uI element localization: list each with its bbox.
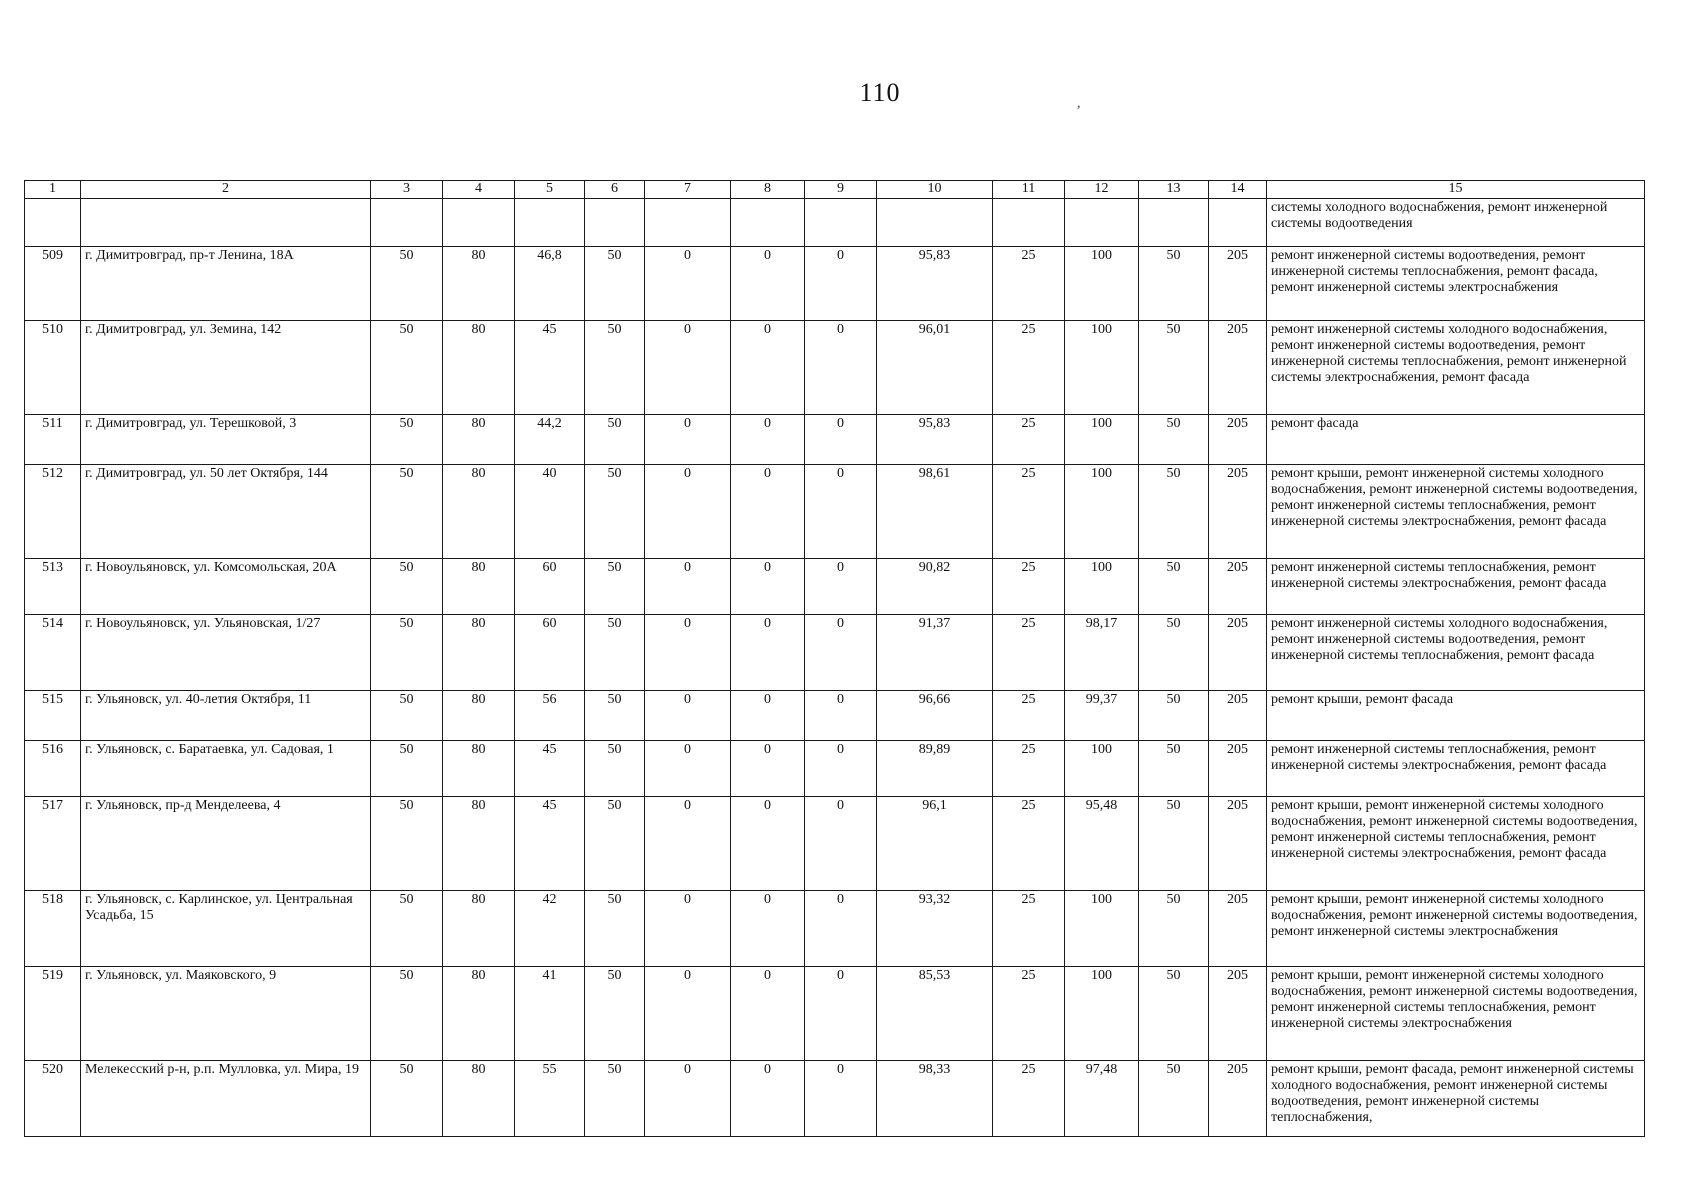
table-row — [25, 797, 1645, 891]
col-13-cell: 50 — [1139, 415, 1209, 465]
column-header-13: 13 — [1139, 181, 1209, 199]
col-14-cell: 205 — [1209, 891, 1267, 967]
empty-cell — [585, 199, 645, 247]
col-4-cell: 80 — [443, 615, 515, 691]
col-14-cell: 205 — [1209, 741, 1267, 797]
row-number-cell: 511 — [25, 415, 81, 465]
col-14-cell: 205 — [1209, 1061, 1267, 1137]
col-4-cell: 80 — [443, 691, 515, 741]
col-14-cell: 205 — [1209, 247, 1267, 321]
col-7-cell: 0 — [645, 1061, 731, 1137]
col-7-cell: 0 — [645, 465, 731, 559]
row-number-cell: 518 — [25, 891, 81, 967]
col-7-cell: 0 — [645, 797, 731, 891]
col-11-cell: 25 — [993, 891, 1065, 967]
col-6-cell: 50 — [585, 615, 645, 691]
col-4-cell: 80 — [443, 465, 515, 559]
table-row — [25, 1061, 1645, 1137]
address-cell: г. Ульяновск, ул. Маяковского, 9 — [81, 967, 371, 1061]
column-header-14: 14 — [1209, 181, 1267, 199]
table-row — [25, 247, 1645, 321]
col-10-cell: 96,1 — [877, 797, 993, 891]
col-4-cell: 80 — [443, 415, 515, 465]
table-row — [25, 967, 1645, 1061]
col-8-cell: 0 — [731, 891, 805, 967]
col-10-cell: 91,37 — [877, 615, 993, 691]
work-types-cell: ремонт инженерной системы водоотведения, ремонт инженерной системы теплоснабжения, ремонт фасада, ремонт инженерной системы электроснабжения — [1267, 247, 1645, 321]
table-row — [25, 321, 1645, 415]
col-8-cell: 0 — [731, 465, 805, 559]
col-14-cell: 205 — [1209, 559, 1267, 615]
page-number: 110 — [859, 78, 901, 107]
col-4-cell: 80 — [443, 247, 515, 321]
row-number-cell: 510 — [25, 321, 81, 415]
col-13-cell: 50 — [1139, 465, 1209, 559]
work-types-cell: ремонт инженерной системы теплоснабжения, ремонт инженерной системы электроснабжения, ремонт фасада — [1267, 559, 1645, 615]
empty-cell — [877, 199, 993, 247]
col-14-cell: 205 — [1209, 967, 1267, 1061]
col-3-cell: 50 — [371, 615, 443, 691]
work-types-cell: ремонт инженерной системы теплоснабжения, ремонт инженерной системы электроснабжения, ремонт фасада — [1267, 741, 1645, 797]
col-11-cell: 25 — [993, 967, 1065, 1061]
col-8-cell: 0 — [731, 797, 805, 891]
col-9-cell: 0 — [805, 797, 877, 891]
col-11-cell: 25 — [993, 415, 1065, 465]
col-6-cell: 50 — [585, 741, 645, 797]
empty-cell — [1209, 199, 1267, 247]
column-header-6: 6 — [585, 181, 645, 199]
col-11-cell: 25 — [993, 741, 1065, 797]
col-12-cell: 100 — [1065, 465, 1139, 559]
table-row — [25, 415, 1645, 465]
row-number-cell: 515 — [25, 691, 81, 741]
work-types-cell: ремонт крыши, ремонт инженерной системы холодного водоснабжения, ремонт инженерной системы водоотведения, ремонт инженерной системы теплоснабжения, ремонт инженерной системы электроснабжения, ремонт фасада — [1267, 797, 1645, 891]
col-9-cell: 0 — [805, 465, 877, 559]
col-5-cell: 55 — [515, 1061, 585, 1137]
col-10-cell: 98,61 — [877, 465, 993, 559]
col-9-cell: 0 — [805, 691, 877, 741]
address-cell: г. Ульяновск, пр-д Менделеева, 4 — [81, 797, 371, 891]
column-header-1: 1 — [25, 181, 81, 199]
col-10-cell: 96,66 — [877, 691, 993, 741]
col-7-cell: 0 — [645, 247, 731, 321]
col-11-cell: 25 — [993, 615, 1065, 691]
col-6-cell: 50 — [585, 797, 645, 891]
address-cell: г. Димитровград, ул. 50 лет Октября, 144 — [81, 465, 371, 559]
column-header-5: 5 — [515, 181, 585, 199]
empty-cell — [1139, 199, 1209, 247]
col-13-cell: 50 — [1139, 691, 1209, 741]
col-8-cell: 0 — [731, 415, 805, 465]
col-14-cell: 205 — [1209, 797, 1267, 891]
work-types-cell: ремонт крыши, ремонт фасада — [1267, 691, 1645, 741]
col-9-cell: 0 — [805, 891, 877, 967]
column-header-3: 3 — [371, 181, 443, 199]
col-5-cell: 40 — [515, 465, 585, 559]
continuation-row — [25, 199, 1645, 247]
col-9-cell: 0 — [805, 615, 877, 691]
col-13-cell: 50 — [1139, 797, 1209, 891]
address-cell: г. Ульяновск, с. Карлинское, ул. Центральная Усадьба, 15 — [81, 891, 371, 967]
address-cell: г. Димитровград, ул. Земина, 142 — [81, 321, 371, 415]
col-12-cell: 100 — [1065, 967, 1139, 1061]
address-cell: г. Димитровград, пр-т Ленина, 18А — [81, 247, 371, 321]
col-10-cell: 95,83 — [877, 247, 993, 321]
empty-cell — [1065, 199, 1139, 247]
col-6-cell: 50 — [585, 891, 645, 967]
col-10-cell: 89,89 — [877, 741, 993, 797]
col-9-cell: 0 — [805, 967, 877, 1061]
col-11-cell: 25 — [993, 247, 1065, 321]
col-3-cell: 50 — [371, 797, 443, 891]
col-9-cell: 0 — [805, 1061, 877, 1137]
empty-cell — [515, 199, 585, 247]
col-8-cell: 0 — [731, 691, 805, 741]
register-table — [24, 180, 1645, 1137]
empty-cell — [443, 199, 515, 247]
col-13-cell: 50 — [1139, 615, 1209, 691]
work-types-cell: ремонт фасада — [1267, 415, 1645, 465]
col-5-cell: 42 — [515, 891, 585, 967]
col-10-cell: 93,32 — [877, 891, 993, 967]
col-6-cell: 50 — [585, 967, 645, 1061]
row-number-cell: 514 — [25, 615, 81, 691]
table-row — [25, 691, 1645, 741]
col-12-cell: 100 — [1065, 247, 1139, 321]
work-types-cell: ремонт крыши, ремонт инженерной системы холодного водоснабжения, ремонт инженерной системы водоотведения, ремонт инженерной системы теплоснабжения, ремонт инженерной системы электроснабжения, ремонт фасада — [1267, 465, 1645, 559]
col-11-cell: 25 — [993, 691, 1065, 741]
col-8-cell: 0 — [731, 615, 805, 691]
col-6-cell: 50 — [585, 415, 645, 465]
empty-cell — [25, 199, 81, 247]
col-4-cell: 80 — [443, 1061, 515, 1137]
col-9-cell: 0 — [805, 415, 877, 465]
col-13-cell: 50 — [1139, 891, 1209, 967]
col-3-cell: 50 — [371, 247, 443, 321]
col-5-cell: 60 — [515, 559, 585, 615]
col-6-cell: 50 — [585, 465, 645, 559]
row-number-cell: 517 — [25, 797, 81, 891]
table-row — [25, 559, 1645, 615]
col-7-cell: 0 — [645, 559, 731, 615]
col-8-cell: 0 — [731, 1061, 805, 1137]
table-row — [25, 465, 1645, 559]
column-header-2: 2 — [81, 181, 371, 199]
col-13-cell: 50 — [1139, 559, 1209, 615]
col-7-cell: 0 — [645, 891, 731, 967]
col-11-cell: 25 — [993, 559, 1065, 615]
column-header-12: 12 — [1065, 181, 1139, 199]
column-header-9: 9 — [805, 181, 877, 199]
empty-cell — [731, 199, 805, 247]
column-header-7: 7 — [645, 181, 731, 199]
row-number-cell: 516 — [25, 741, 81, 797]
col-4-cell: 80 — [443, 321, 515, 415]
col-14-cell: 205 — [1209, 321, 1267, 415]
col-14-cell: 205 — [1209, 691, 1267, 741]
col-13-cell: 50 — [1139, 321, 1209, 415]
col-3-cell: 50 — [371, 891, 443, 967]
row-number-cell: 519 — [25, 967, 81, 1061]
col-9-cell: 0 — [805, 741, 877, 797]
address-cell: Мелекесский р-н, р.п. Мулловка, ул. Мира, 19 — [81, 1061, 371, 1137]
address-cell: г. Ульяновск, с. Баратаевка, ул. Садовая, 1 — [81, 741, 371, 797]
col-6-cell: 50 — [585, 559, 645, 615]
col-3-cell: 50 — [371, 415, 443, 465]
work-types-cell: ремонт крыши, ремонт фасада, ремонт инженерной системы холодного водоснабжения, ремонт инженерной системы водоотведения, ремонт инженерной системы теплоснабжения, — [1267, 1061, 1645, 1137]
scan-speck: , — [1077, 96, 1081, 111]
col-12-cell: 97,48 — [1065, 1061, 1139, 1137]
empty-cell — [993, 199, 1065, 247]
col-11-cell: 25 — [993, 465, 1065, 559]
col-4-cell: 80 — [443, 891, 515, 967]
col-10-cell: 90,82 — [877, 559, 993, 615]
col-13-cell: 50 — [1139, 967, 1209, 1061]
col-4-cell: 80 — [443, 967, 515, 1061]
col-5-cell: 45 — [515, 797, 585, 891]
col-9-cell: 0 — [805, 247, 877, 321]
row-number-cell: 520 — [25, 1061, 81, 1137]
col-11-cell: 25 — [993, 1061, 1065, 1137]
col-7-cell: 0 — [645, 415, 731, 465]
col-3-cell: 50 — [371, 1061, 443, 1137]
col-12-cell: 100 — [1065, 559, 1139, 615]
col-12-cell: 100 — [1065, 891, 1139, 967]
col-10-cell: 95,83 — [877, 415, 993, 465]
col-12-cell: 99,37 — [1065, 691, 1139, 741]
column-header-4: 4 — [443, 181, 515, 199]
col-11-cell: 25 — [993, 797, 1065, 891]
col-10-cell: 85,53 — [877, 967, 993, 1061]
col-4-cell: 80 — [443, 797, 515, 891]
row-number-cell: 513 — [25, 559, 81, 615]
col-10-cell: 98,33 — [877, 1061, 993, 1137]
row-number-cell: 509 — [25, 247, 81, 321]
col-7-cell: 0 — [645, 615, 731, 691]
address-cell: г. Ульяновск, ул. 40-летия Октября, 11 — [81, 691, 371, 741]
work-types-cell: ремонт крыши, ремонт инженерной системы холодного водоснабжения, ремонт инженерной системы водоотведения, ремонт инженерной системы электроснабжения — [1267, 891, 1645, 967]
address-cell: г. Новоульяновск, ул. Комсомольская, 20А — [81, 559, 371, 615]
col-7-cell: 0 — [645, 691, 731, 741]
col-12-cell: 98,17 — [1065, 615, 1139, 691]
column-number-row — [25, 181, 1645, 199]
address-cell: г. Димитровград, ул. Терешковой, 3 — [81, 415, 371, 465]
col-3-cell: 50 — [371, 559, 443, 615]
col-13-cell: 50 — [1139, 247, 1209, 321]
col-8-cell: 0 — [731, 559, 805, 615]
address-cell: г. Новоульяновск, ул. Ульяновская, 1/27 — [81, 615, 371, 691]
row-number-cell: 512 — [25, 465, 81, 559]
col-12-cell: 100 — [1065, 741, 1139, 797]
empty-cell — [371, 199, 443, 247]
col-5-cell: 60 — [515, 615, 585, 691]
column-header-11: 11 — [993, 181, 1065, 199]
table-row — [25, 615, 1645, 691]
col-3-cell: 50 — [371, 691, 443, 741]
col-9-cell: 0 — [805, 559, 877, 615]
col-7-cell: 0 — [645, 741, 731, 797]
col-13-cell: 50 — [1139, 741, 1209, 797]
col-14-cell: 205 — [1209, 465, 1267, 559]
col-5-cell: 45 — [515, 321, 585, 415]
empty-cell — [81, 199, 371, 247]
col-7-cell: 0 — [645, 967, 731, 1061]
col-6-cell: 50 — [585, 321, 645, 415]
col-14-cell: 205 — [1209, 615, 1267, 691]
col-8-cell: 0 — [731, 321, 805, 415]
col-9-cell: 0 — [805, 321, 877, 415]
col-8-cell: 0 — [731, 967, 805, 1061]
col-11-cell: 25 — [993, 321, 1065, 415]
col-3-cell: 50 — [371, 967, 443, 1061]
col-4-cell: 80 — [443, 741, 515, 797]
col-6-cell: 50 — [585, 691, 645, 741]
col-3-cell: 50 — [371, 321, 443, 415]
col-14-cell: 205 — [1209, 415, 1267, 465]
continuation-work-text: системы холодного водоснабжения, ремонт инженерной системы водоотведения — [1267, 199, 1645, 247]
col-12-cell: 100 — [1065, 321, 1139, 415]
column-header-10: 10 — [877, 181, 993, 199]
col-13-cell: 50 — [1139, 1061, 1209, 1137]
col-3-cell: 50 — [371, 465, 443, 559]
col-12-cell: 95,48 — [1065, 797, 1139, 891]
col-6-cell: 50 — [585, 247, 645, 321]
work-types-cell: ремонт крыши, ремонт инженерной системы холодного водоснабжения, ремонт инженерной системы водоотведения, ремонт инженерной системы теплоснабжения, ремонт инженерной системы электроснабжения — [1267, 967, 1645, 1061]
column-header-15: 15 — [1267, 181, 1645, 199]
column-header-8: 8 — [731, 181, 805, 199]
work-types-cell: ремонт инженерной системы холодного водоснабжения, ремонт инженерной системы водоотведения, ремонт инженерной системы теплоснабжения, ремонт фасада — [1267, 615, 1645, 691]
table-row — [25, 741, 1645, 797]
col-5-cell: 44,2 — [515, 415, 585, 465]
col-5-cell: 56 — [515, 691, 585, 741]
col-12-cell: 100 — [1065, 415, 1139, 465]
col-5-cell: 45 — [515, 741, 585, 797]
table-row — [25, 891, 1645, 967]
col-4-cell: 80 — [443, 559, 515, 615]
col-8-cell: 0 — [731, 741, 805, 797]
col-5-cell: 46,8 — [515, 247, 585, 321]
work-types-cell: ремонт инженерной системы холодного водоснабжения, ремонт инженерной системы водоотведения, ремонт инженерной системы теплоснабжения, ремонт инженерной системы электроснабжения, ремонт фасада — [1267, 321, 1645, 415]
col-10-cell: 96,01 — [877, 321, 993, 415]
col-5-cell: 41 — [515, 967, 585, 1061]
empty-cell — [805, 199, 877, 247]
empty-cell — [645, 199, 731, 247]
col-8-cell: 0 — [731, 247, 805, 321]
col-7-cell: 0 — [645, 321, 731, 415]
col-6-cell: 50 — [585, 1061, 645, 1137]
col-3-cell: 50 — [371, 741, 443, 797]
